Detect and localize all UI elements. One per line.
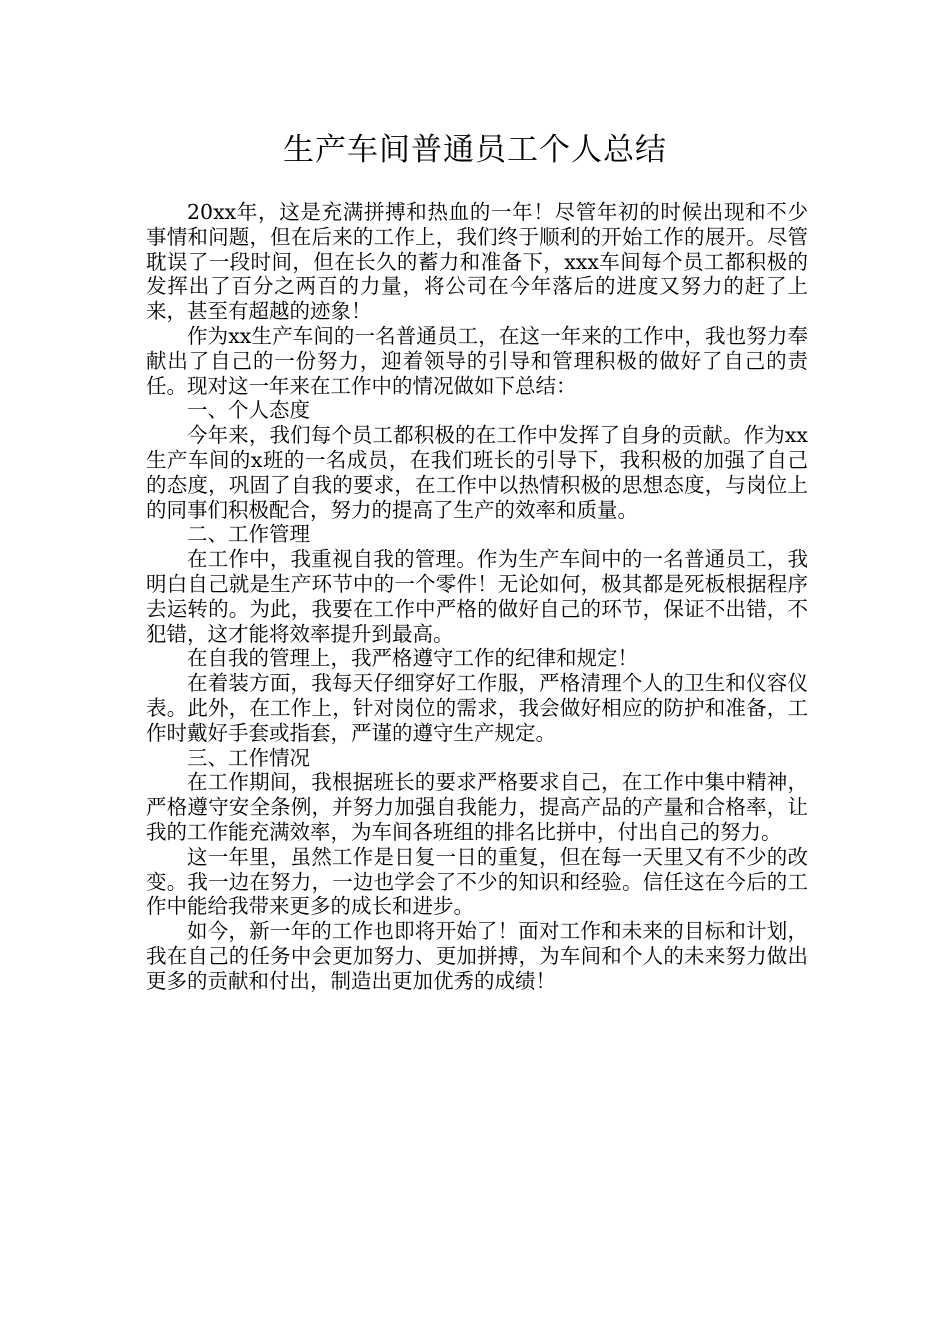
paragraph-discipline: 在自我的管理上，我严格遵守工作的纪律和规定！ xyxy=(187,646,638,671)
paragraph-management: 在工作中，我重视自我的管理。作为生产车间中的一名普通员工，我明白自己就是生产环节中的一个零件！无论如何，极其都是死板根据程序去运转的。为此，我要在工作中严格的做好自己的环节，保证不出错，不犯错，这才能将效率提升到最高。 xyxy=(146,547,808,646)
section-heading-management: 二、工作管理 xyxy=(187,522,310,547)
section-heading-work-status: 三、工作情况 xyxy=(187,745,310,770)
section-heading-attitude: 一、个人态度 xyxy=(187,398,310,423)
paragraph-year-review: 这一年里，虽然工作是日复一日的重复，但在每一天里又有不少的改变。我一边在努力，一边也学会了不少的知识和经验。信任这在今后的工作中能给我带来更多的成长和进步。 xyxy=(146,844,808,919)
document-title: 生产车间普通员工个人总结 xyxy=(283,132,667,168)
paragraph-attitude: 今年来，我们每个员工都积极的在工作中发挥了自身的贡献。作为xx生产车间的x班的一名成员，在我们班长的引导下，我积极的加强了自己的态度，巩固了自我的要求，在工作中以热情积极的思想态度，与岗位上的同事们积极配合，努力的提高了生产的效率和质量。 xyxy=(146,423,808,522)
paragraph-work-status: 在工作期间，我根据班长的要求严格要求自己，在工作中集中精神，严格遵守安全条例，并努力加强自我能力，提高产品的产量和合格率，让我的工作能充满效率，为车间各班组的排名比拼中，付出自己的努力。 xyxy=(146,770,808,844)
document-body xyxy=(146,200,808,994)
paragraph-attire: 在着装方面，我每天仔细穿好工作服，严格清理个人的卫生和仪容仪表。此外，在工作上，针对岗位的需求，我会做好相应的防护和准备，工作时戴好手套或指套，严谨的遵守生产规定。 xyxy=(146,671,808,745)
paragraph-intro: 20xx年，这是充满拼搏和热血的一年！尽管年初的时候出现和不少事情和问题，但在后来的工作上，我们终于顺利的开始工作的展开。尽管耽误了一段时间，但在长久的蓄力和准备下，xxx车间每个员工都积极的发挥出了百分之两百的力量，将公司在今年落后的进度又努力的赶了上来，甚至有超越的迹象！ xyxy=(146,200,808,324)
paragraph-outlook: 如今，新一年的工作也即将开始了！面对工作和未来的目标和计划，我在自己的任务中会更加努力、更加拼搏，为车间和个人的未来努力做出更多的贡献和付出，制造出更加优秀的成绩！ xyxy=(146,919,808,993)
paragraph-role: 作为xx生产车间的一名普通员工，在这一年来的工作中，我也努力奉献出了自己的一份努力，迎着领导的引导和管理积极的做好了自己的责任。现对这一年来在工作中的情况做如下总结： xyxy=(146,323,808,398)
